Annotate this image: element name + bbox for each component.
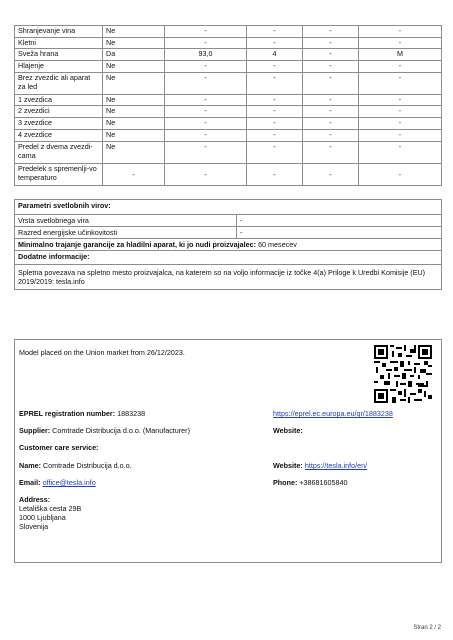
table-cell: - — [165, 94, 247, 106]
table-cell: Ne — [103, 94, 165, 106]
table-cell: - — [303, 129, 359, 141]
table-cell: - — [165, 72, 247, 94]
table-cell: Ne — [103, 61, 165, 73]
table-cell: - — [303, 118, 359, 130]
phone-label: Phone: — [273, 478, 298, 487]
eprel-reg-value: 1883238 — [117, 409, 146, 418]
table-cell: Ne — [103, 118, 165, 130]
website-link[interactable]: https://tesla.info/en/ — [304, 461, 368, 470]
table-cell: - — [247, 129, 303, 141]
warranty-label: Minimalno trajanje garancije za hladilni aparat, ki jo nudi proizvajalec: — [18, 240, 257, 249]
table-row — [15, 37, 442, 49]
eprel-reg-label: EPREL registration number: — [19, 409, 116, 418]
table-row — [15, 163, 442, 185]
light-type-label: Vrsta svetlobnega vira — [15, 215, 237, 227]
compartment-name: Sveža hrana — [15, 49, 103, 61]
eprel-link[interactable]: https://eprel.ec.europa.eu/qr/1883238 — [273, 409, 393, 418]
compartment-name: 4 zvezdice — [15, 129, 103, 141]
table-cell: Ne — [103, 129, 165, 141]
page-number: Stran 2 / 2 — [413, 624, 441, 631]
additional-heading: Dodatne informacije: — [18, 252, 90, 261]
compartment-name: 1 zvezdica — [15, 94, 103, 106]
table-cell: M — [359, 49, 442, 61]
table-cell: - — [359, 163, 442, 185]
light-class-label: Razred energijske učinkovitosti — [15, 227, 237, 239]
website2-label: Website: — [273, 461, 303, 470]
table-cell: Ne — [103, 37, 165, 49]
supplier-value: Comtrade Distribucija d.o.o. (Manufacturer) — [52, 426, 190, 435]
table-cell: - — [359, 61, 442, 73]
table-cell: - — [303, 94, 359, 106]
table-cell: 93,0 — [165, 49, 247, 61]
table-cell: Ne — [103, 26, 165, 38]
compartment-name: Shranjevanje vina — [15, 26, 103, 38]
table-cell: - — [165, 26, 247, 38]
table-cell: - — [303, 106, 359, 118]
table-row — [15, 118, 442, 130]
table-cell: - — [103, 163, 165, 185]
compartment-name: Brez zvezdic ali aparat za led — [15, 72, 103, 94]
table-cell: - — [303, 141, 359, 163]
name-value: Comtrade Distribucija d.o.o. — [42, 461, 132, 470]
light-class-value: - — [237, 227, 442, 239]
additional-text: Spletna povezava na spletno mesto proizvajalca, na katerem so na voljo informacije iz točke 4(a) Priloge k Uredbi Komisije (EU) 2019/2019: tesla.info — [15, 265, 442, 290]
table-cell: 4 — [247, 49, 303, 61]
table-row — [15, 61, 442, 73]
phone-value: +38681605840 — [299, 478, 348, 487]
table-cell: - — [247, 37, 303, 49]
light-type-value: - — [237, 215, 442, 227]
table-row — [15, 26, 442, 38]
table-cell: - — [165, 106, 247, 118]
table-cell: - — [165, 118, 247, 130]
table-cell: - — [165, 163, 247, 185]
table-cell: - — [359, 94, 442, 106]
customer-care-heading: Customer care service: — [19, 443, 99, 452]
table-cell: Ne — [103, 141, 165, 163]
table-cell: - — [247, 106, 303, 118]
supplier-label: Supplier: — [19, 426, 51, 435]
compartment-name: Hlajenje — [15, 61, 103, 73]
qr-code — [374, 345, 432, 403]
table-cell: - — [303, 37, 359, 49]
compartment-name: Kletni — [15, 37, 103, 49]
compartment-name: Predel z dvema zvezdi-cama — [15, 141, 103, 163]
table-cell: - — [359, 118, 442, 130]
compartments-table — [14, 25, 442, 186]
email-link[interactable]: office@tesla.info — [42, 478, 96, 487]
table-cell: Ne — [103, 106, 165, 118]
table-cell: - — [303, 26, 359, 38]
table-cell: - — [247, 26, 303, 38]
light-heading: Parametri svetlobnih virov: — [18, 201, 111, 210]
table-cell: - — [359, 37, 442, 49]
table-cell: - — [165, 61, 247, 73]
table-cell: Da — [103, 49, 165, 61]
table-cell: - — [247, 141, 303, 163]
compartment-name: Predelek s spremenlji-vo temperaturo — [15, 163, 103, 185]
address-line-3: Slovenija — [19, 522, 49, 531]
table-row — [15, 106, 442, 118]
table-cell: - — [165, 129, 247, 141]
table-cell: - — [247, 94, 303, 106]
table-cell: - — [303, 163, 359, 185]
placed-on-market: Model placed on the Union market from 26/12/2023. — [19, 348, 185, 357]
table-cell: - — [359, 72, 442, 94]
table-cell: - — [303, 61, 359, 73]
compartment-name: 2 zvezdici — [15, 106, 103, 118]
website-label: Website: — [273, 426, 303, 435]
name-label: Name: — [19, 461, 41, 470]
address-label: Address: — [19, 495, 51, 504]
table-cell: - — [247, 61, 303, 73]
table-cell: - — [303, 49, 359, 61]
table-cell: - — [303, 72, 359, 94]
address-line-1: Letališka cesta 29B — [19, 504, 82, 513]
warranty-value: 60 mesecev — [258, 240, 297, 249]
table-row — [15, 141, 442, 163]
table-cell: - — [359, 26, 442, 38]
table-cell: - — [359, 106, 442, 118]
table-cell: - — [247, 163, 303, 185]
table-cell: - — [165, 141, 247, 163]
email-label: Email: — [19, 478, 41, 487]
table-cell: - — [247, 118, 303, 130]
address-line-2: 1000 Ljubljana — [19, 513, 66, 522]
table-cell: - — [359, 141, 442, 163]
table-cell: - — [359, 129, 442, 141]
table-cell: Ne — [103, 72, 165, 94]
compartment-name: 3 zvezdice — [15, 118, 103, 130]
table-cell: - — [247, 72, 303, 94]
light-sources-table — [14, 199, 442, 290]
table-row — [15, 49, 442, 61]
table-row — [15, 129, 442, 141]
table-row — [15, 94, 442, 106]
table-row — [15, 72, 442, 94]
table-cell: - — [165, 37, 247, 49]
